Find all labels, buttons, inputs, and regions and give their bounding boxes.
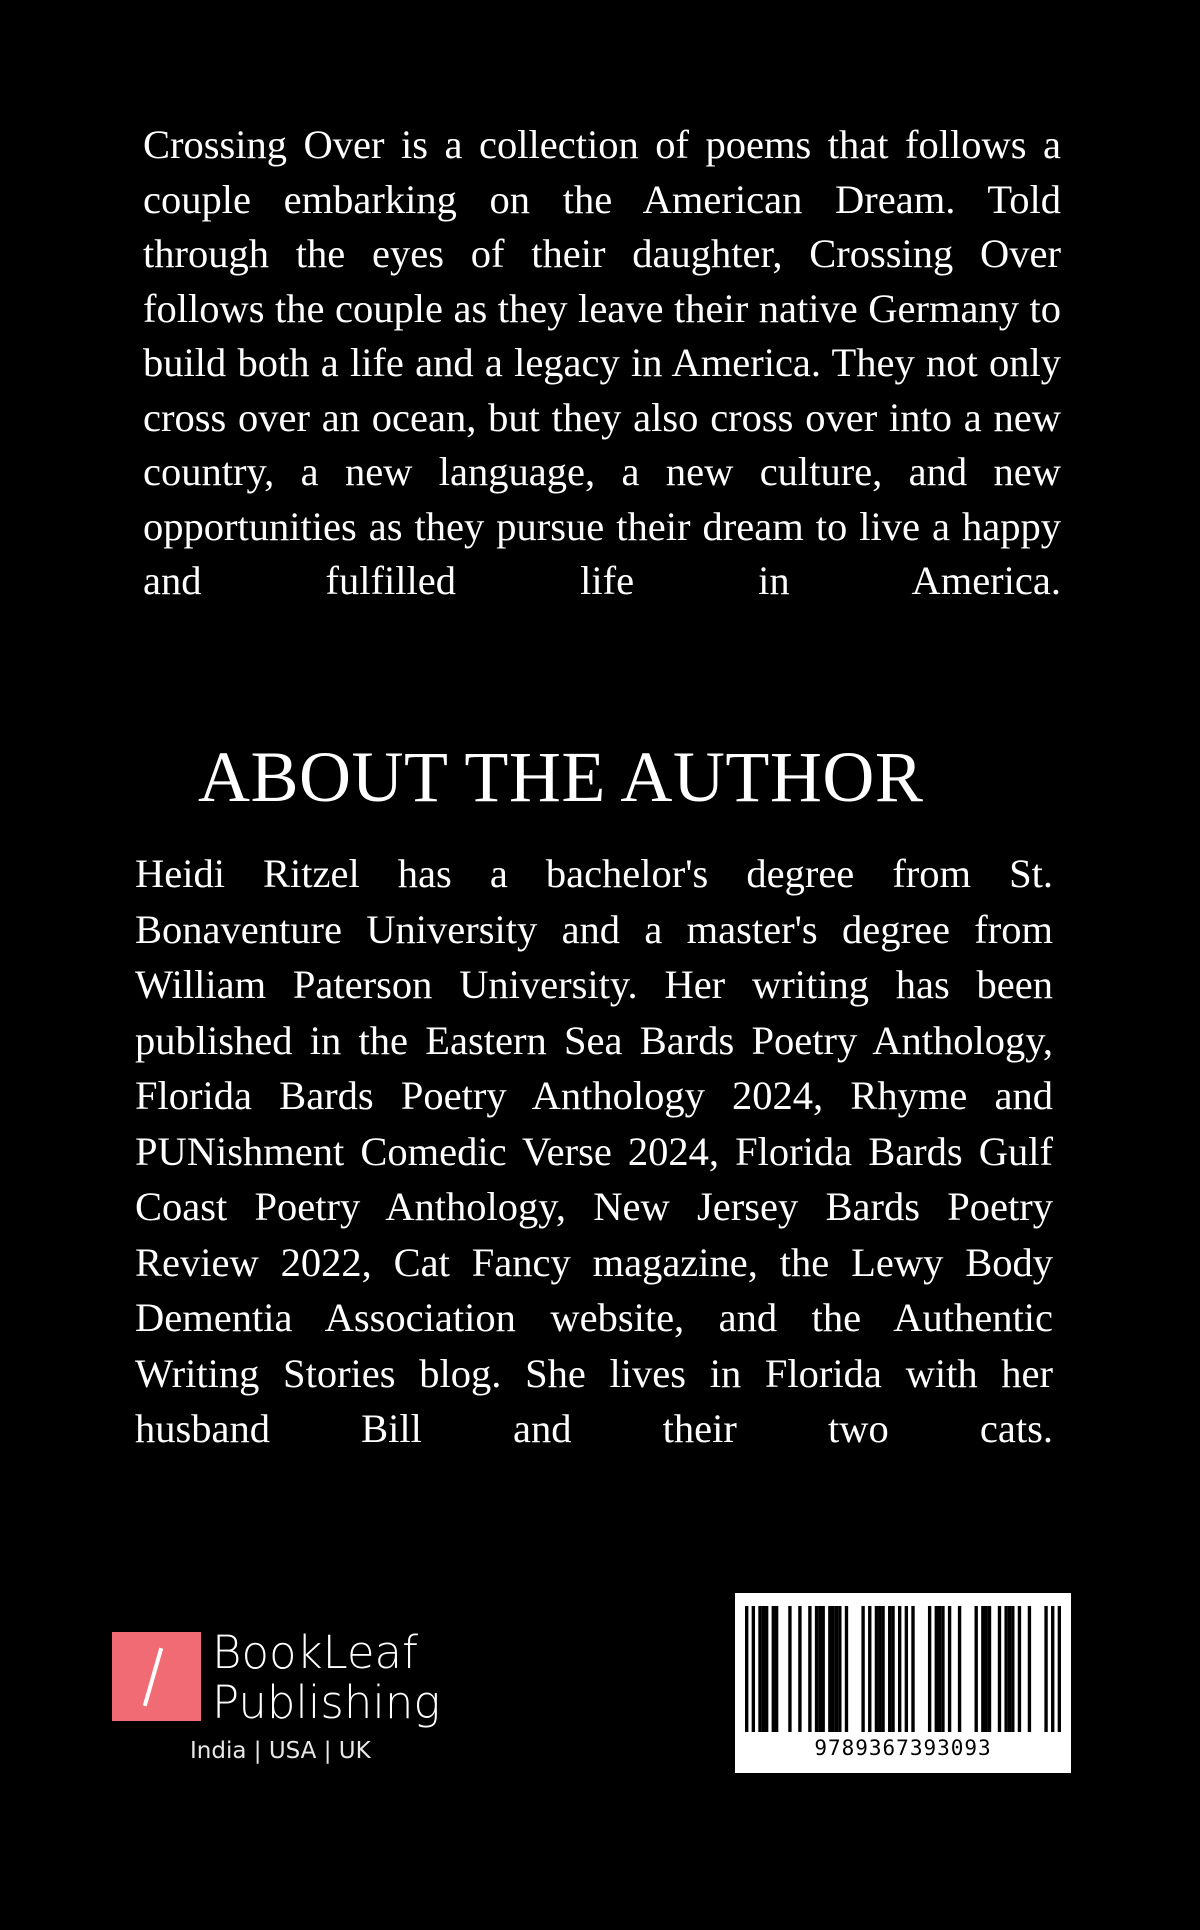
barcode-bar (815, 1606, 818, 1732)
barcode-bar (928, 1606, 931, 1732)
barcode-bar (1008, 1606, 1011, 1732)
barcode-bar (831, 1606, 834, 1732)
barcode-bar (1011, 1606, 1014, 1732)
barcode-bar (935, 1606, 938, 1732)
barcode-bars (745, 1606, 1061, 1732)
barcode-bar (1051, 1606, 1054, 1732)
barcode-bar (891, 1606, 894, 1732)
barcode-bar (905, 1606, 908, 1732)
barcode-bar (798, 1606, 801, 1732)
barcode-bar (828, 1606, 831, 1732)
barcode-bar (988, 1606, 991, 1732)
barcode-bar (1028, 1606, 1031, 1732)
barcode-bar (745, 1606, 748, 1732)
barcode-bar (984, 1606, 987, 1732)
barcode-bar (752, 1606, 755, 1732)
barcode-bar (835, 1606, 838, 1732)
barcode-bar (765, 1606, 768, 1732)
barcode-bar (898, 1606, 901, 1732)
barcode-bar (981, 1606, 984, 1732)
barcode-bar (822, 1606, 825, 1732)
barcode-bar (788, 1606, 791, 1732)
barcode-bar (838, 1606, 841, 1732)
barcode-bar (1058, 1606, 1061, 1732)
barcode-bar (762, 1606, 765, 1732)
isbn-number: 9789367393093 (814, 1736, 992, 1760)
barcode-bar (868, 1606, 871, 1732)
isbn-barcode (735, 1593, 1071, 1773)
back-cover-blurb: Crossing Over is a collection of poems that follows a couple embarking on the American Dream. Told through the eyes of their daughter, Crossing Over follows the couple as they leave their native Germany to build both a life and a legacy in America. They not only cross over an ocean, but they also cross over into a new country, a new language, a new culture, and new opportunities as they pursue their dream to live a happy and fulfilled life in America. (143, 122, 1061, 603)
slash-logo-icon (112, 1632, 201, 1721)
barcode-bar (878, 1606, 881, 1732)
publisher-name-line1: BookLeaf (212, 1626, 418, 1679)
barcode-bar (888, 1606, 891, 1732)
barcode-bar (845, 1606, 848, 1732)
publisher-regions: India | USA | UK (190, 1738, 371, 1764)
barcode-bar (881, 1606, 884, 1732)
barcode-bar (1018, 1606, 1021, 1732)
barcode-bar (775, 1606, 778, 1732)
barcode-bar (1044, 1606, 1047, 1732)
publisher-name-line2: Publishing (212, 1676, 441, 1729)
barcode-bar (758, 1606, 761, 1732)
publisher-name (212, 1628, 440, 1728)
author-bio: Heidi Ritzel has a bachelor's degree from St. Bonaventure University and a master's degree from William Paterson University. Her writing has been published in the Eastern Sea Bards Poetry Anthology, Florida Bards Poetry Anthology 2024, Rhyme and PUNishment Comedic Verse 2024, Florida Bards Gulf Coast Poetry Anthology, New Jersey Bards Poetry Review 2022, Cat Fancy magazine, the Lewy Body Dementia Association website, and the Authentic Writing Stories blog. She lives in Florida with her husband Bill and their two cats. (135, 851, 1053, 1451)
barcode-bar (861, 1606, 864, 1732)
barcode-bar (911, 1606, 914, 1732)
barcode-bar (875, 1606, 878, 1732)
barcode-bar (818, 1606, 821, 1732)
barcode-bar (958, 1606, 961, 1732)
barcode-bar (1004, 1606, 1007, 1732)
barcode-bar (941, 1606, 944, 1732)
barcode-bar (808, 1606, 811, 1732)
barcode-bar (948, 1606, 951, 1732)
barcode-bar (938, 1606, 941, 1732)
publisher-logo (112, 1628, 452, 1768)
about-author-heading: ABOUT THE AUTHOR (198, 737, 924, 817)
barcode-bar (975, 1606, 978, 1732)
barcode-bar (998, 1606, 1001, 1732)
barcode-bar (772, 1606, 775, 1732)
